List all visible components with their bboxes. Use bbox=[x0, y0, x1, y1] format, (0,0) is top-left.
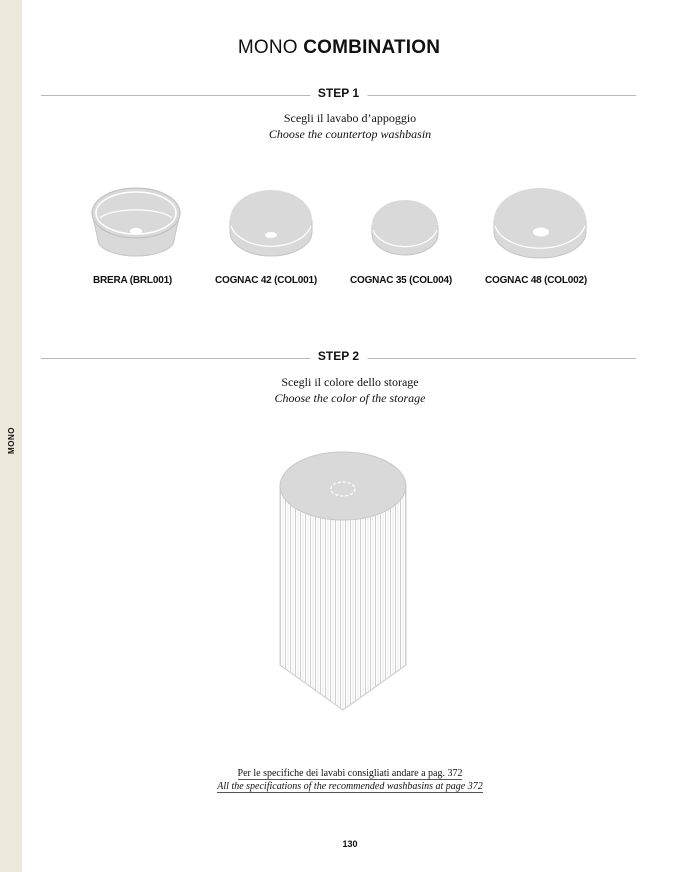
basin-name-cognac-48: COGNAC 48 (COL002) bbox=[485, 275, 587, 286]
page-title-bold: COMBINATION bbox=[303, 37, 441, 58]
side-tab-label: MONO bbox=[6, 426, 16, 454]
step-1-instruction-en: Choose the countertop washbasin bbox=[268, 127, 432, 141]
storage-column-illustration bbox=[275, 450, 415, 715]
step-1-label: STEP 1 bbox=[310, 86, 367, 100]
step-2-instruction-it: Scegli il colore dello storage bbox=[281, 375, 419, 389]
cognac-42-basin-illustration bbox=[228, 188, 314, 260]
page-title bbox=[0, 37, 678, 59]
footer-note-en-text: All the specifications of the recommended washbasins at page 372 bbox=[217, 781, 483, 792]
page-number: 130 bbox=[342, 839, 358, 849]
step-1-divider bbox=[41, 86, 636, 104]
page-title-light: MONO bbox=[237, 37, 298, 58]
cognac-35-basin-illustration bbox=[370, 198, 440, 260]
step-2-label: STEP 2 bbox=[310, 349, 367, 363]
footer-note-it bbox=[22, 768, 678, 779]
basin-name-cognac-42: COGNAC 42 (COL001) bbox=[215, 275, 317, 286]
footer-note-en bbox=[22, 781, 678, 792]
step-2-instruction-en: Choose the color of the storage bbox=[274, 391, 426, 405]
basin-name-brera: BRERA (BRL001) bbox=[93, 275, 173, 286]
step-2-divider bbox=[41, 349, 636, 367]
cognac-48-basin-illustration bbox=[492, 186, 588, 262]
basin-name-cognac-35: COGNAC 35 (COL004) bbox=[350, 275, 452, 286]
footer-note-it-text: Per le specifiche dei lavabi consigliati andare a pag. 372 bbox=[237, 768, 463, 779]
step-1-instruction-it: Scegli il lavabo d’appoggio bbox=[283, 111, 417, 125]
brera-basin-illustration bbox=[90, 185, 182, 261]
side-tab bbox=[4, 425, 18, 455]
